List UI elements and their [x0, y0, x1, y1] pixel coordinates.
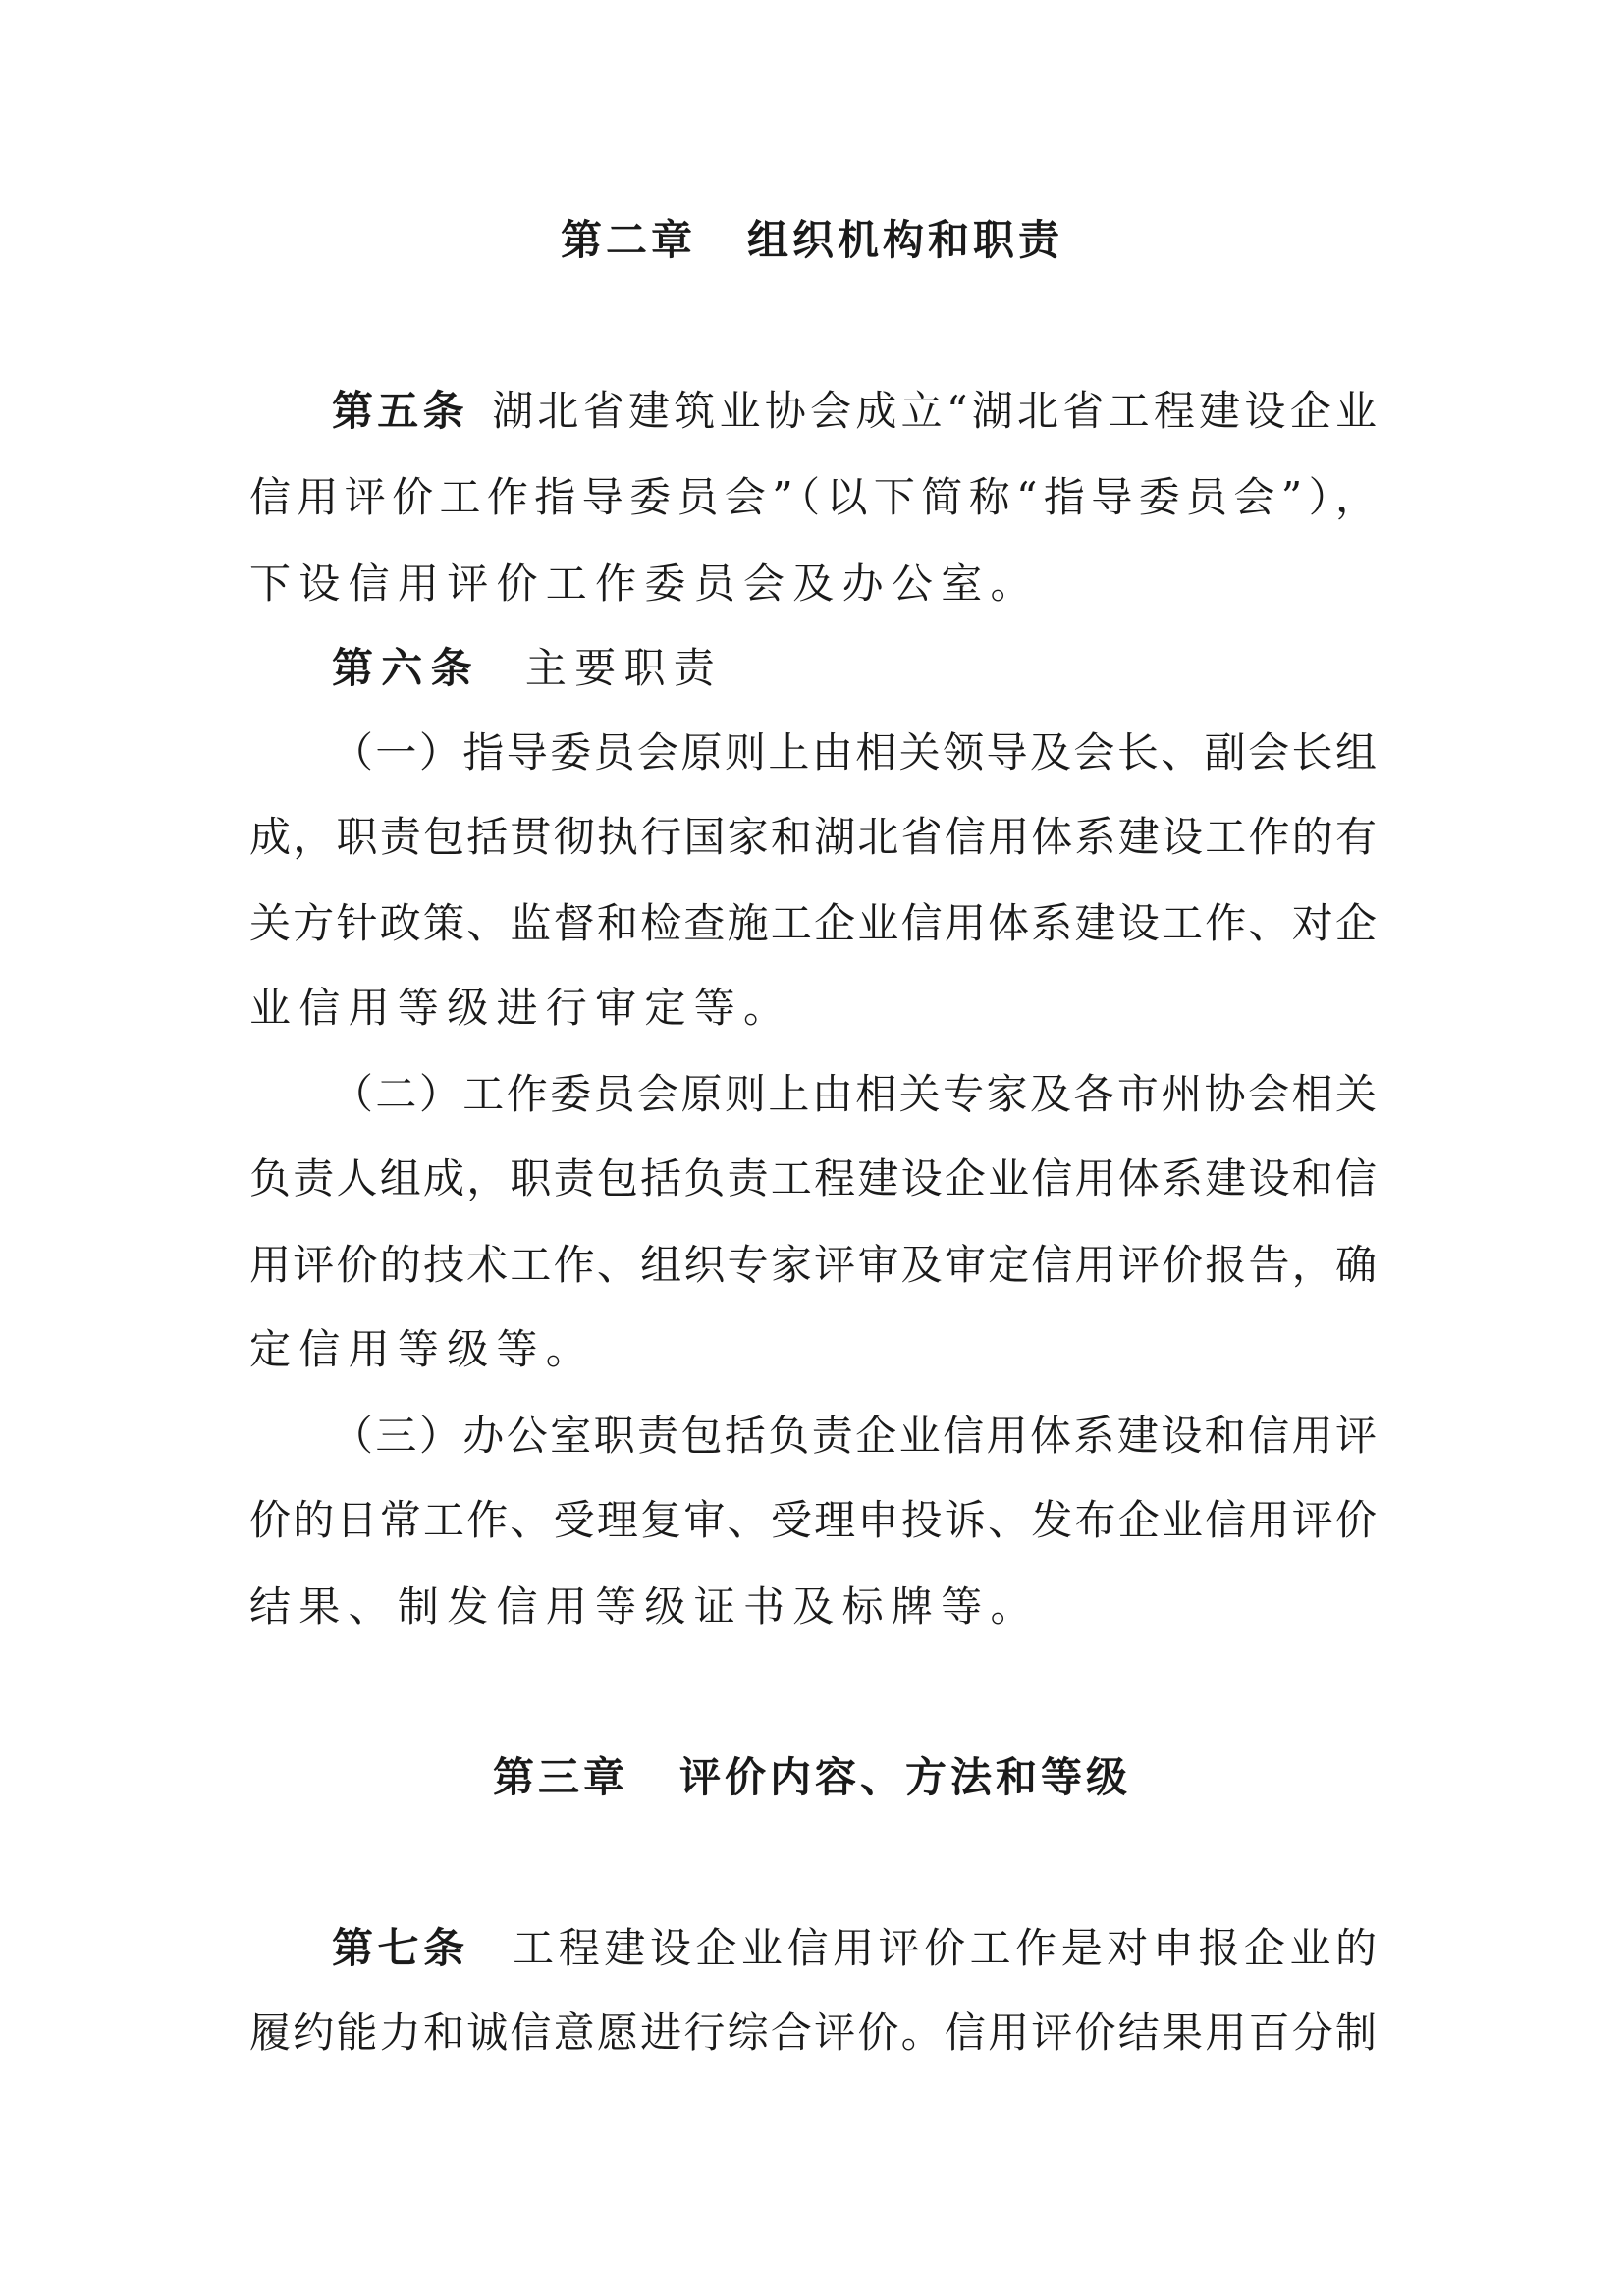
- article-5-line-1: [332, 382, 1377, 441]
- article-5-label: 第五条: [332, 387, 468, 435]
- chapter-3-title: 评价内容、方法和等级: [679, 1753, 1132, 1801]
- article-6-item-1-line-3: 关方针政策、监督和检查施工企业信用体系建设工作、对企: [249, 899, 1377, 947]
- article-6-item-1-line-4: 业信用等级进行审定等。: [249, 984, 793, 1032]
- article-6-item-3-line-3: 结果、制发信用等级证书及标牌等。: [249, 1582, 1040, 1630]
- article-6-item-3-line-2: 价的日常工作、受理复审、受理申投诉、发布企业信用评价: [249, 1496, 1377, 1544]
- chapter-2-heading: [0, 211, 1624, 270]
- chapter-3-number: 第三章: [492, 1753, 628, 1801]
- article-5-text-1: 湖北省建筑业协会成立“湖北省工程建设企业: [487, 387, 1377, 435]
- article-6-item-2-line-3: 用评价的技术工作、组织专家评审及审定信用评价报告，确: [249, 1241, 1377, 1289]
- article-5-line-3: 下设信用评价工作委员会及办公室。: [249, 560, 1040, 608]
- article-7-text-1: 工程建设企业信用评价工作是对申报企业的: [508, 1924, 1377, 1972]
- chapter-2-number: 第二章: [560, 216, 696, 264]
- article-6-item-2-line-4: 定信用等级等。: [249, 1325, 596, 1373]
- article-6-item-2-line-2: 负责人组成，职责包括负责工程建设企业信用体系建设和信: [249, 1154, 1377, 1202]
- article-6-heading: [332, 639, 1377, 698]
- article-6-item-3-line-1: （三）办公室职责包括负责企业信用体系建设和信用评: [332, 1412, 1377, 1460]
- article-6-item-1-line-1: （一）指导委员会原则上由相关领导及会长、副会长组: [332, 728, 1377, 776]
- article-6-heading-text: 主要职责: [524, 644, 724, 692]
- chapter-3-heading: [0, 1748, 1624, 1807]
- chapter-2-title: 组织机构和职责: [747, 216, 1064, 264]
- article-6-item-2-line-1: （二）工作委员会原则上由相关专家及各市州协会相关: [332, 1070, 1377, 1118]
- article-5-line-2: 信用评价工作指导委员会”（以下简称“指导委员会”），: [249, 473, 1377, 521]
- article-6-item-1-line-2: 成，职责包括贯彻执行国家和湖北省信用体系建设工作的有: [249, 813, 1377, 861]
- article-6-label: 第六条: [332, 644, 480, 692]
- article-7-label: 第七条: [332, 1924, 469, 1972]
- article-7-line-2: 履约能力和诚信意愿进行综合评价。信用评价结果用百分制: [249, 2008, 1377, 2056]
- article-7-line-1: [332, 1919, 1377, 1978]
